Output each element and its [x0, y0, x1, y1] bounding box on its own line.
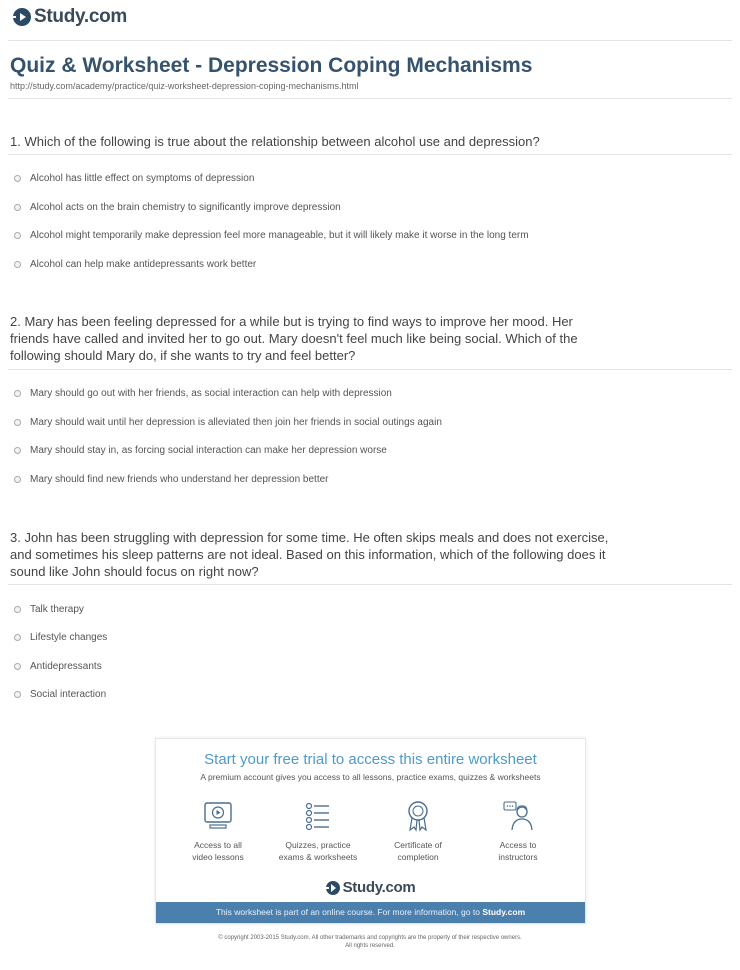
- free-trial-promo[interactable]: [155, 738, 586, 924]
- radio-button[interactable]: [14, 691, 21, 698]
- radio-button[interactable]: [14, 447, 21, 454]
- feature-certificate: [373, 799, 463, 863]
- option-label: Social interaction: [30, 689, 107, 700]
- radio-button[interactable]: [14, 232, 21, 239]
- feature-label: Access to all video lessons: [192, 840, 244, 862]
- option-label: Antidepressants: [30, 661, 102, 672]
- radio-button[interactable]: [14, 390, 21, 397]
- promo-logo-text: Study.com: [342, 879, 416, 896]
- feature-label: Quizzes, practice exams & worksheets: [278, 840, 358, 862]
- question-3-divider: [8, 584, 732, 585]
- radio-button[interactable]: [14, 634, 21, 641]
- question-1-option-a[interactable]: [14, 173, 254, 184]
- question-1-option-d[interactable]: [14, 259, 256, 270]
- radio-button[interactable]: [14, 476, 21, 483]
- question-2-option-d[interactable]: [14, 474, 329, 485]
- study-logo-icon: [13, 8, 31, 26]
- question-2-divider: [8, 369, 732, 370]
- promo-info-bar: [156, 902, 585, 923]
- question-1-divider: [8, 154, 732, 155]
- option-label: Talk therapy: [30, 604, 84, 615]
- question-2-option-c[interactable]: [14, 445, 387, 456]
- question-3-option-a[interactable]: [14, 604, 84, 615]
- feature-video-lessons: [173, 799, 263, 863]
- video-lesson-icon: [201, 799, 235, 833]
- radio-button[interactable]: [14, 663, 21, 670]
- study-logo-icon: [326, 881, 340, 895]
- option-label: Mary should stay in, as forcing social interaction can make her depression worse: [30, 445, 387, 456]
- page-url[interactable]: http://study.com/academy/practice/quiz-worksheet-depression-coping-mechanisms.html: [10, 81, 359, 91]
- promo-bar-text: This worksheet is part of an online course. For more information, go to: [215, 907, 480, 917]
- question-1: 1. Which of the following is true about the relationship between alcohol use and depression?: [10, 134, 540, 149]
- instructor-icon: [501, 799, 535, 833]
- question-3: 3. John has been struggling with depression for some time. He often skips meals and does not exercise, and sometimes his sleep patterns are not ideal. Based on this information, which of the following does it sound like John should focus on right now?: [10, 530, 609, 579]
- certificate-icon: [401, 799, 435, 833]
- header-divider: [8, 40, 732, 41]
- option-label: Lifestyle changes: [30, 632, 108, 643]
- feature-label: Access to instructors: [498, 840, 538, 862]
- rights-line: All rights reserved.: [345, 943, 395, 949]
- question-1-option-c[interactable]: [14, 230, 529, 241]
- promo-study-logo[interactable]: [156, 879, 585, 896]
- radio-button[interactable]: [14, 261, 21, 268]
- radio-button[interactable]: [14, 606, 21, 613]
- option-label: Alcohol acts on the brain chemistry to significantly improve depression: [30, 202, 341, 213]
- promo-bar-link[interactable]: Study.com: [482, 907, 526, 917]
- study-logo-text: Study.com: [34, 6, 128, 27]
- question-2: 2. Mary has been feeling depressed for a while but is trying to find ways to improve her mood. Her friends have called and invited her to go out. Mary doesn't feel much like being social. Which of the following should Mary do, if she wants to try and feel better?: [10, 314, 578, 363]
- question-3-option-d[interactable]: [14, 689, 106, 700]
- promo-subtitle: A premium account gives you access to all lessons, practice exams, quizzes & worksheets: [200, 772, 541, 782]
- question-2-option-b[interactable]: [14, 417, 442, 428]
- option-label: Mary should find new friends who understand her depression better: [30, 474, 329, 485]
- title-divider: [8, 98, 732, 99]
- feature-quizzes: [273, 799, 363, 863]
- copyright-line: © copyright 2003-2015 Study.com. All other trademarks and copyrights are the property of their respective owners.: [218, 935, 522, 941]
- radio-button[interactable]: [14, 419, 21, 426]
- page-title: Quiz & Worksheet - Depression Coping Mechanisms: [10, 54, 533, 77]
- question-3-option-c[interactable]: [14, 661, 102, 672]
- feature-instructors: [473, 799, 563, 863]
- copyright-footer: [0, 934, 740, 950]
- option-label: Alcohol has little effect on symptoms of depression: [30, 173, 255, 184]
- radio-button[interactable]: [14, 175, 21, 182]
- radio-button[interactable]: [14, 204, 21, 211]
- feature-label: Certificate of completion: [394, 840, 442, 862]
- option-label: Alcohol can help make antidepressants work better: [30, 259, 257, 270]
- quiz-list-icon: [301, 799, 335, 833]
- question-3-option-b[interactable]: [14, 632, 107, 643]
- study-logo[interactable]: [13, 6, 127, 28]
- promo-title[interactable]: Start your free trial to access this entire worksheet: [204, 751, 537, 768]
- question-1-option-b[interactable]: [14, 202, 341, 213]
- option-label: Mary should go out with her friends, as social interaction can help with depression: [30, 388, 392, 399]
- option-label: Alcohol might temporarily make depression feel more manageable, but it will likely make it worse in the long term: [30, 230, 529, 241]
- option-label: Mary should wait until her depression is alleviated then join her friends in social outings again: [30, 417, 442, 428]
- question-2-option-a[interactable]: [14, 388, 392, 399]
